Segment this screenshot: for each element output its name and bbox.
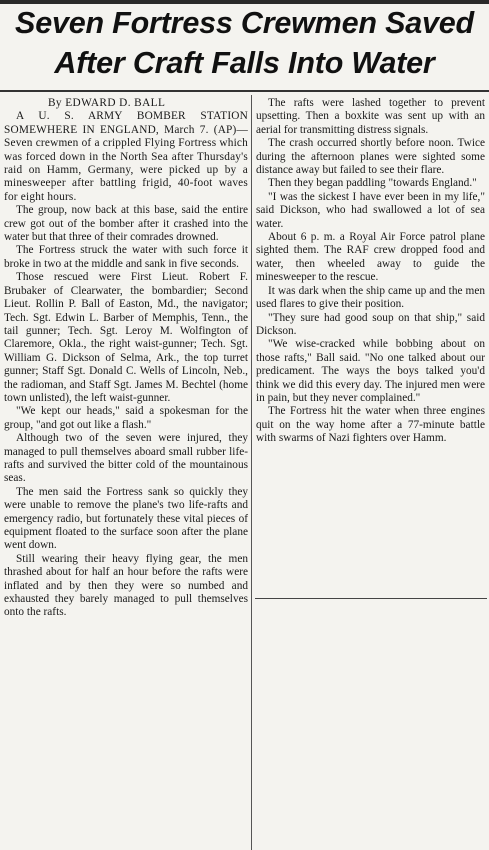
- paragraph: "They sure had good soup on that ship," said Dickson.: [256, 311, 485, 337]
- paragraph: The crash occurred shortly before noon. Twice during the afternoon planes were sighted some distance away but failed to see their flare.: [256, 137, 485, 177]
- left-column: [4, 97, 248, 620]
- paragraph: The group, now back at this base, said the entire crew got out of the bomber after it crashed into the water but that three of their comrades drowned.: [4, 204, 248, 244]
- headline-line-2: After Craft Falls Into Water: [54, 46, 435, 80]
- paragraph: About 6 p. m. a Royal Air Force patrol plane sighted them. The RAF crew dropped food and water, then wheeled away to guide the minesweeper to the rescue.: [256, 231, 485, 284]
- paragraph: Although two of the seven were injured, they managed to pull themselves aboard small rubber life-rafts and survived the bitter cold of the mountainous seas.: [4, 432, 248, 485]
- paragraph: "We wise-cracked while bobbing about on those rafts," Ball said. "No one talked about our predicament. The ways the boys talked you'd think we did this every day. The injured men were in pain, but they never complained.": [256, 338, 485, 404]
- paragraph: The Fortress hit the water when three engines quit on the way home after a 77-minute battle with swarms of Nazi fighters over Hamm.: [256, 405, 485, 445]
- paragraph: "I was the sickest I have ever been in my life," said Dickson, who had swallowed a lot of sea water.: [256, 190, 485, 230]
- right-column: [256, 97, 485, 446]
- paragraph: The rafts were lashed together to prevent upsetting. Then a boxkite was sent up with an aerial for transmitting distress signals.: [256, 97, 485, 136]
- headline: [0, 3, 489, 83]
- headline-rule: [0, 90, 489, 92]
- paragraph: It was dark when the ship came up and the men used flares to give their position.: [256, 284, 485, 311]
- paragraph: "We kept our heads," said a spokesman for the group, "and got out like a flash.": [4, 405, 248, 431]
- paragraph: A U. S. ARMY BOMBER STATION SOMEWHERE IN ENGLAND, March 7. (AP)—Seven crewmen of a crippled Flying Fortress which was forced down in the North Sea after Thursday's raid on Hamm, Germany, were picked up by a minesweeper after battling frigid, 40-foot waves for eight hours.: [4, 110, 248, 203]
- paragraph: The men said the Fortress sank so quickly they were unable to remove the plane's two life-rafts and emergency radio, but fortunately these vital pieces of equipment floated to the surface soon after the plane went down.: [4, 485, 248, 552]
- article-end-rule: [255, 598, 487, 599]
- byline: By EDWARD D. BALL: [48, 97, 166, 109]
- paragraph: Still wearing their heavy flying gear, the men thrashed about for half an hour before the rafts were inflated and by then they were so numbed and exhausted they barely managed to pull themselves onto the rafts.: [4, 552, 248, 619]
- paragraph: Those rescued were First Lieut. Robert F. Brubaker of Clearwater, the bombardier; Second Lieut. Rollin P. Ball of Easton, Md., the navigator; Tech. Sgt. Edwin L. Barber of Memphis, Tenn., the tail gunner; Tech. Sgt. Leroy M. Wolfington of Claremore, Okla., the right waist-gunner; Tech. Sgt. William G. Dickson of Selma, Ark., the top turret gunner; Staff Sgt. Donald C. Wells of Lincoln, Neb., the radioman, and Staff Sgt. James M. Bechtel (home town unlisted), the left waist-gunner.: [4, 271, 248, 404]
- paragraph: Then they began paddling "towards England.": [268, 177, 477, 190]
- headline-line-1: Seven Fortress Crewmen Saved: [15, 6, 474, 40]
- column-divider: [251, 95, 252, 850]
- paragraph: The Fortress struck the water with such force it broke in two at the middle and sank in five seconds.: [4, 244, 248, 270]
